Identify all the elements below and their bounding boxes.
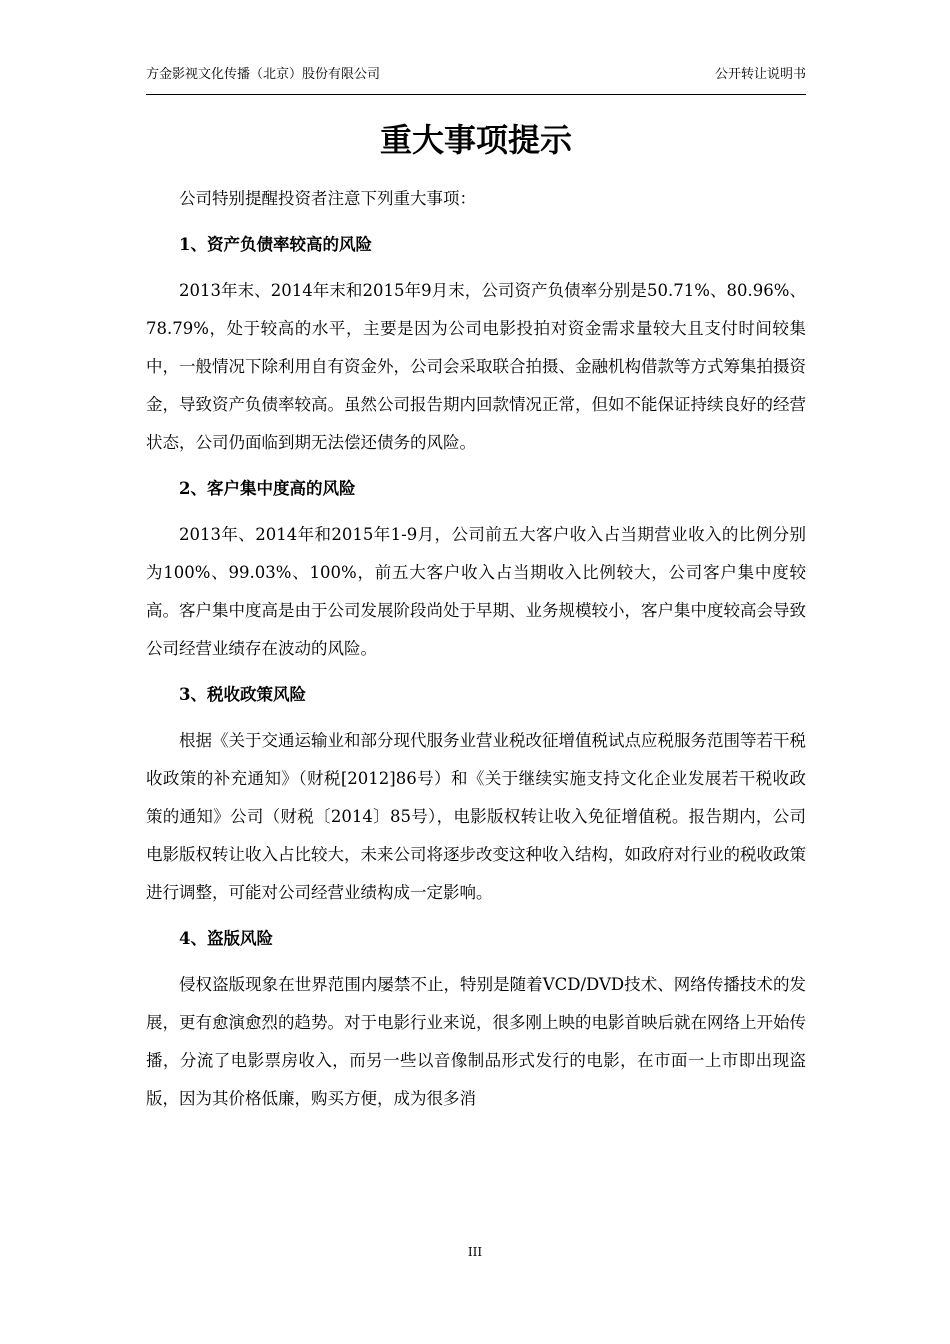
intro-paragraph: 公司特别提醒投资者注意下列重大事项： — [179, 189, 476, 208]
header-document-type: 公开转让说明书 — [714, 67, 806, 82]
section-body-debt-ratio-risk: 2013年末、2014年末和2015年9月末，公司资产负债率分别是50.71%、80.96%、78.79%，处于较高的水平，主要是因为公司电影投拍对资金需求量较大且支付时间较集中，一般情况下除利用自有资金外，公司会采取联合拍摄、金融机构借款等方式筹集拍摄资金，导致资产负债率较高。虽然公司报告期内回款情况正常，但如不能保证持续良好的经营状态，公司仍面临到期无法偿还债务的风险。 — [146, 281, 806, 452]
header-company-name: 方金影视文化传播（北京）股份有限公司 — [146, 67, 381, 82]
section-body-tax-policy-risk: 根据《关于交通运输业和部分现代服务业营业税改征增值税试点应税服务范围等若干税收政策的补充通知》（财税[2012]86号）和《关于继续实施支持文化企业发展若干税收政策的通知》公司（财税〔2014〕85号），电影版权转让收入免征增值税。报告期内，公司电影版权转让收入占比较大，未来公司将逐步改变这种收入结构，如政府对行业的税收政策进行调整，可能对公司经营业绩构成一定影响。 — [146, 731, 806, 902]
section-heading-customer-concentration-risk: 2、客户集中度高的风险 — [179, 479, 356, 498]
page-title: 重大事项提示 — [379, 121, 572, 159]
document-body — [146, 180, 806, 1124]
page-footer — [0, 1244, 950, 1260]
section-heading-tax-policy-risk: 3、税收政策风险 — [179, 685, 306, 704]
page-header — [146, 66, 806, 95]
page-number: III — [467, 1245, 483, 1259]
section-body-piracy-risk: 侵权盗版现象在世界范围内屡禁不止，特别是随着VCD/DVD技术、网络传播技术的发展，更有愈演愈烈的趋势。对于电影行业来说，很多刚上映的电影首映后就在网络上开始传播，分流了电影票房收入，而另一些以音像制品形式发行的电影，在市面一上市即出现盗版，因为其价格低廉，购买方便，成为很多消 — [146, 975, 806, 1108]
section-heading-debt-ratio-risk: 1、资产负债率较高的风险 — [179, 235, 372, 254]
section-heading-piracy-risk: 4、盗版风险 — [179, 929, 273, 948]
section-body-customer-concentration-risk: 2013年、2014年和2015年1-9月，公司前五大客户收入占当期营业收入的比例分别为100%、99.03%、100%，前五大客户收入占当期收入比例较大，公司客户集中度较高。客户集中度高是由于公司发展阶段尚处于早期、业务规模较小，客户集中度较高会导致公司经营业绩存在波动的风险。 — [146, 525, 806, 658]
